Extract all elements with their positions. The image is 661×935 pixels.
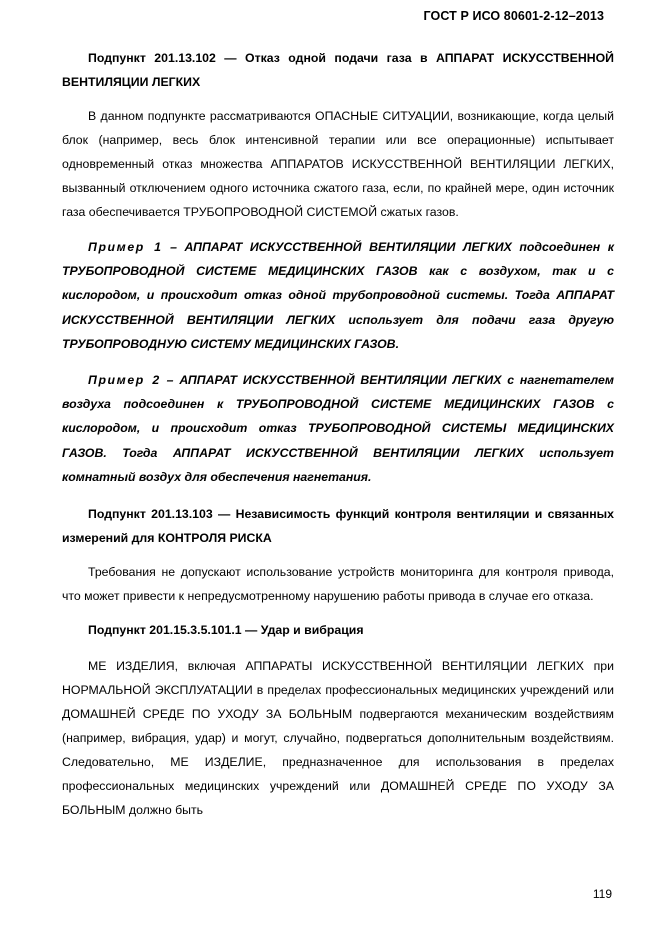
section-paragraph-201-13-102: В данном подпункте рассматриваются ОПАСНЫЕ СИТУАЦИИ, возникающие, когда целый блок (например, весь блок интенсивной терапии или все операционные) испытывает одновременный отказ множества АППАРАТОВ ИСКУССТВЕННОЙ ВЕНТИЛЯЦИИ ЛЕГКИХ, вызванный отключением одного источника сжатого газа, если, по крайней мере, один источник газа обеспечивается ТРУБОПРОВОДНОЙ СИСТЕМОЙ сжатых газов. bbox=[62, 109, 614, 219]
example-1-text: – АППАРАТ ИСКУССТВЕННОЙ ВЕНТИЛЯЦИИ ЛЕГКИХ подсоединен к ТРУБОПРОВОДНОЙ СИСТЕМЕ МЕДИЦИНСКИХ ГАЗОВ как с воздухом, так и с кислородом, и происходит отказ одной трубопроводной системы. Тогда АППАРАТ ИСКУССТВЕННОЙ ВЕНТИЛЯЦИИ ЛЕГКИХ использует для подачи газа другую ТРУБОПРОВОДНУЮ СИСТЕМУ МЕДИЦИНСКИХ ГАЗОВ. bbox=[62, 240, 614, 351]
section-paragraph-201-15-3-5-101-1: МЕ ИЗДЕЛИЯ, включая АППАРАТЫ ИСКУССТВЕННОЙ ВЕНТИЛЯЦИИ ЛЕГКИХ при НОРМАЛЬНОЙ ЭКСПЛУАТАЦИИ в пределах профессиональных медицинских учреждений или ДОМАШНЕЙ СРЕДЕ ПО УХОДУ ЗА БОЛЬНЫМ подвергаются механическим воздействиям (например, вибрация, удар) и могут, случайно, подвергаться дополнительным воздействиям. Следовательно, МЕ ИЗДЕЛИЕ, предназначенное для использования в пределах профессиональных медицинских учреждений или ДОМАШНЕЙ СРЕДЕ ПО УХОДУ ЗА БОЛЬНЫМ должно быть bbox=[62, 658, 614, 817]
example-2-lead: Пример 2 bbox=[88, 373, 161, 388]
example-1 bbox=[62, 235, 614, 356]
standard-header: ГОСТ Р ИСО 80601-2-12–2013 bbox=[423, 9, 604, 23]
example-2 bbox=[62, 368, 614, 489]
example-1-lead: Пример 1 bbox=[88, 240, 163, 254]
section-heading-201-13-103: Подпункт 201.13.103 — Независимость функций контроля вентиляции и связанных измерений для КОНТРОЛЯ РИСКА bbox=[62, 507, 614, 545]
page-content bbox=[62, 47, 614, 822]
section-paragraph-201-13-103: Требования не допускают использование устройств мониторинга для контроля привода, что может привести к непредусмотренному нарушению работы привода в случае его отказа. bbox=[62, 565, 614, 604]
section-heading-201-13-102: Подпункт 201.13.102 — Отказ одной подачи газа в АППАРАТ ИСКУССТВЕННОЙ ВЕНТИЛЯЦИИ ЛЕГКИХ bbox=[62, 51, 614, 89]
section-heading-201-15-3-5-101-1: Подпункт 201.15.3.5.101.1 — Удар и вибрация bbox=[88, 623, 364, 638]
example-2-text: – АППАРАТ ИСКУССТВЕННОЙ ВЕНТИЛЯЦИИ ЛЕГКИХ с нагнетателем воздуха подсоединен к ТРУБОПРОВОДНОЙ СИСТЕМЕ МЕДИЦИНСКИХ ГАЗОВ с кислородом, и происходит отказ ТРУБОПРОВОДНОЙ СИСТЕМЫ МЕДИЦИНСКИХ ГАЗОВ. Тогда АППАРАТ ИСКУССТВЕННОЙ ВЕНТИЛЯЦИИ ЛЕГКИХ использует комнатный воздух для обеспечения нагнетания. bbox=[62, 373, 614, 484]
page-number: 119 bbox=[592, 887, 612, 901]
